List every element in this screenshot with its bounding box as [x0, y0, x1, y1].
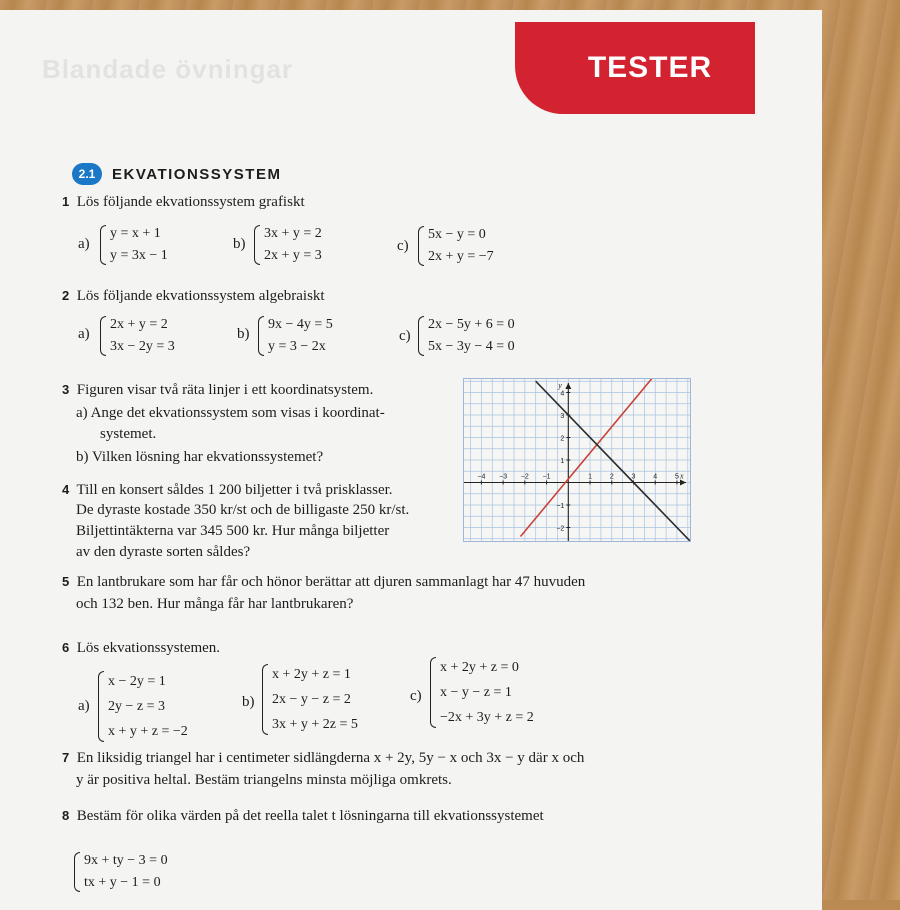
ghost-heading: Blandade övningar — [42, 54, 294, 84]
section-heading — [72, 163, 281, 185]
problem-text: De dyraste kostade 350 kr/st och de billigaste 250 kr/st. — [76, 502, 410, 518]
x-tick-label: 5 — [675, 473, 679, 481]
x-tick-label: −2 — [520, 473, 529, 481]
problem-8 — [62, 806, 544, 826]
equation: y = 3 − 2x — [268, 339, 326, 354]
subtask-label: b) — [237, 326, 250, 342]
problem-5 — [62, 572, 585, 592]
equation: 3x + y + 2z = 5 — [272, 717, 358, 732]
equation: 9x + ty − 3 = 0 — [84, 853, 168, 868]
equation: 5x − y = 0 — [428, 227, 486, 242]
problem-text: En lantbrukare som har får och hönor berättar att djuren sammanlagt har 47 huvuden — [76, 574, 586, 590]
y-tick-label: 2 — [560, 435, 565, 443]
equation: 2x + y = 2 — [110, 317, 168, 332]
subtask-text: b) Vilken lösning har ekvationssystemet? — [76, 449, 324, 465]
y-tick-label: −1 — [556, 503, 565, 510]
problem-2 — [62, 286, 325, 306]
equation: y = 3x − 1 — [110, 248, 168, 263]
equation-system — [418, 224, 494, 268]
problem-text: Till en konsert såldes 1 200 biljetter i två prisklasser. — [76, 482, 393, 498]
equation-system — [98, 669, 188, 744]
equation: 5x − 3y − 4 = 0 — [428, 339, 515, 354]
equation: 2x + y = 3 — [264, 248, 322, 263]
equation: −2x + 3y + z = 2 — [440, 710, 534, 725]
equation-system — [254, 223, 322, 267]
subtask-label: a) — [78, 326, 90, 342]
problem-text: y är positiva heltal. Bestäm triangelns minsta möjliga omkrets. — [76, 772, 452, 788]
equation: y = x + 1 — [110, 226, 161, 241]
problem-6 — [62, 638, 220, 658]
x-tick-label: 3 — [631, 473, 636, 481]
y-tick-label: 1 — [560, 458, 565, 465]
equation: 3x + y = 2 — [264, 226, 322, 241]
graph-line — [536, 381, 690, 541]
x-tick-label: 2 — [609, 473, 614, 481]
textbook-page — [0, 10, 822, 910]
x-tick-label: 1 — [588, 473, 592, 481]
problem-text: Bestäm för olika värden på det reella talet t lösningarna till ekvationssystemet — [76, 808, 544, 824]
problem-text: Biljettintäkterna var 345 500 kr. Hur många biljetter — [76, 523, 390, 539]
subtask-label: c) — [397, 238, 409, 254]
equation: 2x − 5y + 6 = 0 — [428, 317, 515, 332]
equation-system — [262, 662, 358, 737]
graph-line — [521, 379, 656, 537]
equation: 2x − y − z = 2 — [272, 692, 351, 707]
subtask-label: c) — [399, 328, 411, 344]
graph-svg — [464, 379, 690, 541]
problem-text: av den dyraste sorten såldes? — [76, 544, 251, 560]
equation-system — [258, 314, 333, 358]
x-axis-label: x — [680, 471, 684, 481]
subtask-text: systemet. — [100, 426, 157, 442]
problem-number: 7 — [62, 750, 70, 765]
x-tick-label: −3 — [499, 473, 508, 481]
equation: 3x − 2y = 3 — [110, 339, 175, 354]
x-tick-label: −1 — [542, 473, 551, 481]
equation: x + 2y + z = 1 — [272, 667, 351, 682]
problem-text: Lös följande ekvationssystem grafiskt — [76, 194, 305, 210]
y-tick-label: 4 — [560, 390, 565, 398]
equation: 2y − z = 3 — [108, 699, 166, 714]
equation: x − 2y = 1 — [108, 674, 166, 689]
equation-system — [100, 223, 168, 267]
y-axis-arrow — [565, 383, 571, 389]
equation: 9x − 4y = 5 — [268, 317, 333, 332]
problem-number: 2 — [62, 288, 70, 303]
problem-number: 4 — [62, 482, 70, 497]
problem-4 — [62, 480, 393, 500]
x-tick-label: −4 — [477, 473, 486, 481]
y-axis-label: y — [558, 381, 562, 390]
x-tick-label: 4 — [653, 473, 658, 481]
problem-1 — [62, 192, 305, 212]
problem-text: En liksidig triangel har i centimeter sidlängderna x + 2y, 5y − x och 3x − y där x och — [76, 750, 585, 766]
y-tick-label: 3 — [560, 413, 565, 420]
subtask-text: a) Ange det ekvationssystem som visas i koordinat- — [76, 405, 385, 421]
subtask-label: c) — [410, 688, 422, 704]
problem-text: Lös ekvationssystemen. — [76, 640, 221, 656]
problem-3 — [62, 380, 373, 400]
subtask-label: b) — [233, 236, 246, 252]
section-badge: 2.1 — [72, 163, 102, 185]
subtask-label: a) — [78, 698, 90, 714]
equation: 2x + y = −7 — [428, 249, 494, 264]
equation: x + y + z = −2 — [108, 724, 188, 739]
equation-system — [100, 314, 175, 358]
subtask-label: b) — [242, 694, 255, 710]
problem-text: och 132 ben. Hur många får har lantbrukaren? — [76, 596, 354, 612]
equation: x − y − z = 1 — [440, 685, 512, 700]
tester-tab: TESTER — [515, 22, 755, 114]
equation-system — [418, 314, 515, 358]
coordinate-graph — [463, 378, 691, 542]
equation-system — [74, 850, 168, 894]
problem-7 — [62, 748, 584, 768]
problem-number: 6 — [62, 640, 70, 655]
problem-number: 1 — [62, 194, 70, 209]
equation: x + 2y + z = 0 — [440, 660, 519, 675]
problem-number: 3 — [62, 382, 70, 397]
problem-number: 8 — [62, 808, 70, 823]
problem-text: Lös följande ekvationssystem algebraiskt — [76, 288, 325, 304]
equation-system — [430, 655, 534, 730]
section-title: EKVATIONSSYSTEM — [112, 165, 282, 183]
subtask-label: a) — [78, 236, 90, 252]
problem-text: Figuren visar två räta linjer i ett koordinatsystem. — [76, 382, 374, 398]
y-tick-label: −2 — [556, 525, 565, 533]
problem-number: 5 — [62, 574, 70, 589]
equation: tx + y − 1 = 0 — [84, 875, 161, 890]
